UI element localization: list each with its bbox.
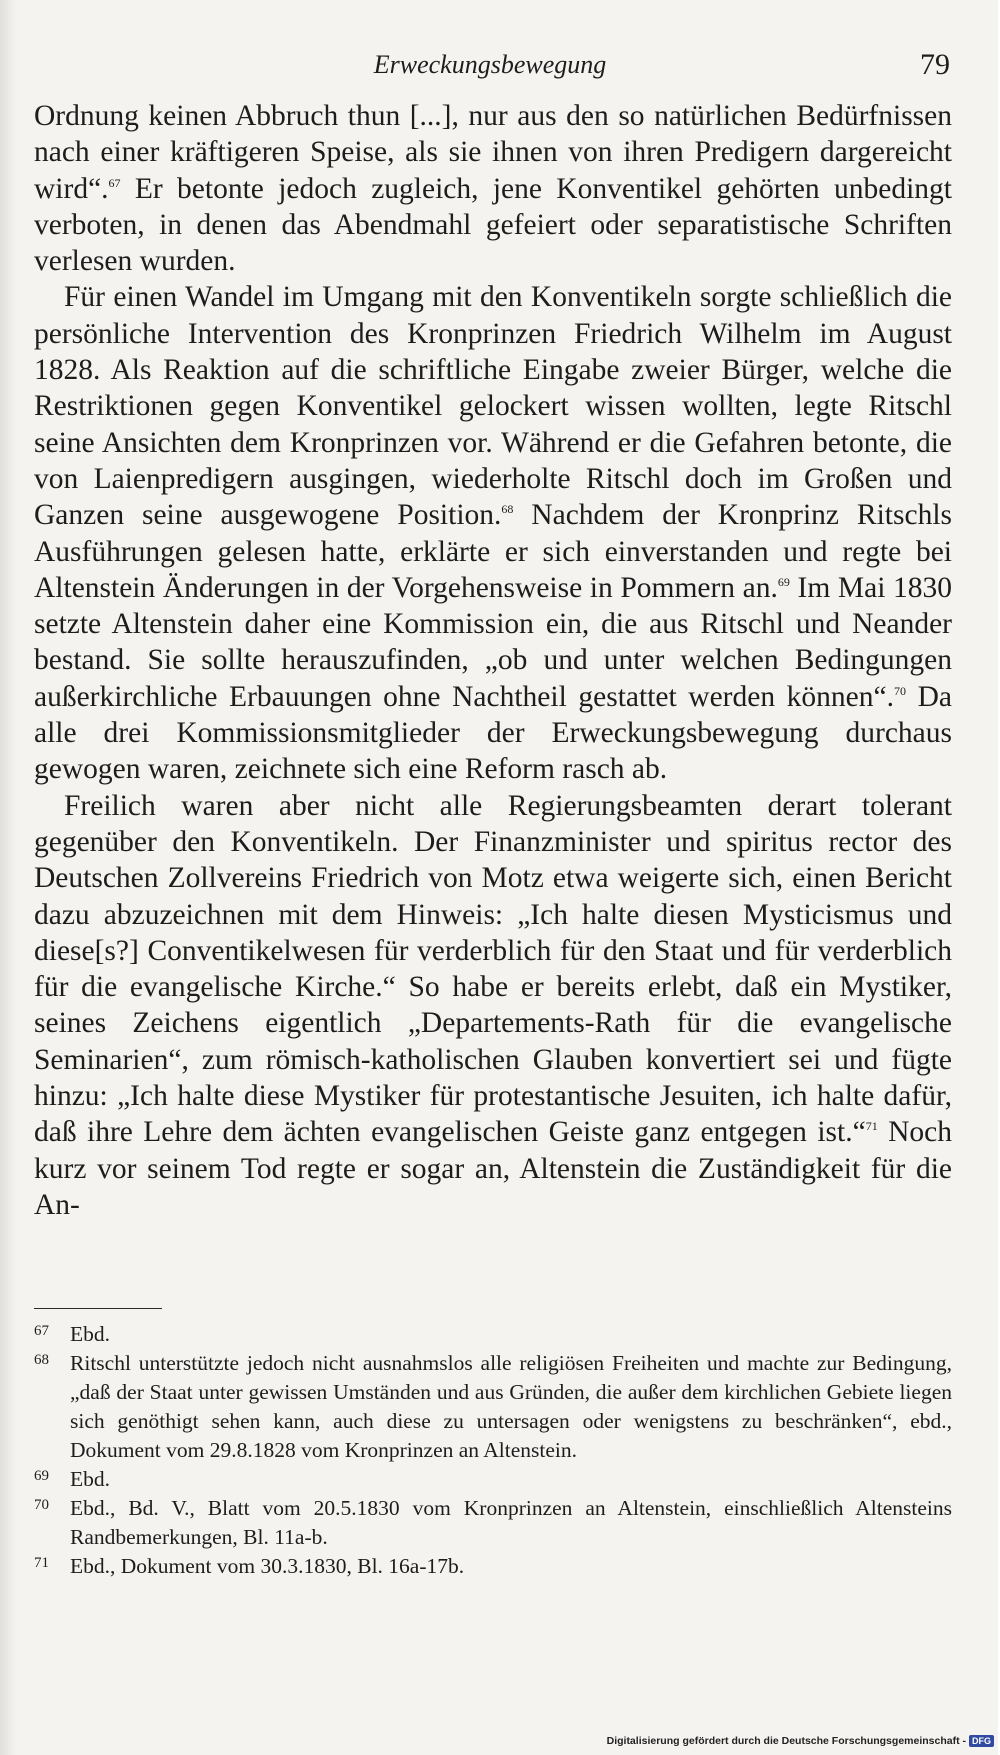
text-segment: Er betonte jedoch zugleich, jene Konventikel gehörten unbedingt verboten, in denen das Abendmahl gefeiert oder separatistische Schriften verlesen wurden.: [34, 172, 952, 278]
running-head: [30, 50, 950, 86]
footnote: [34, 1349, 952, 1465]
text-segment: Noch kurz vor seinem Tod regte er sogar an, Altenstein die Zuständigkeit für die An-: [34, 1116, 952, 1221]
text-segment: Für einen Wandel im Umgang mit den Konventikeln sorgte schließlich die persönliche Intervention des Kronprinzen Friedrich Wilhelm im August 1828. Als Reaktion auf die schriftliche Eingabe zweier Bürger, welche die Restriktionen gegen Konventikel gelockert wissen wollten, legte Ritschl seine Ansichten dem Kronprinzen vor. Während er die Gefahren betonte, die von Laienpredigern ausgingen, wiederholte Ritschl doch im Großen und Ganzen seine ausgewogene Position.: [34, 281, 952, 532]
footnote-reference: 70: [894, 683, 906, 698]
text-segment: Ordnung keinen Abbruch thun [...], nur aus den so natürlichen Bedürfnissen nach einer kräftigeren Speise, als sie ihnen von ihren Predigern dargereicht wird“.: [34, 100, 952, 205]
footnote-text: Ebd.: [70, 1467, 111, 1491]
footnote-number: 68: [34, 1352, 49, 1368]
text-segment: Im Mai 1830 setzte Altenstein daher eine Kommission ein, die aus Ritschl und Neander bestand. Sie sollte herauszufinden, „ob und unter welchen Bedingungen außerkirchliche Erbauungen ohne Nachtheil gestattet werden können“.: [34, 571, 952, 713]
page-number: 79: [920, 48, 950, 81]
body-paragraph: [34, 279, 952, 787]
footnote-text: Ebd., Bd. V., Blatt vom 20.5.1830 vom Kronprinzen an Altenstein, einschließlich Altensteins Randbemerkungen, Bl. 11a-b.: [70, 1496, 952, 1549]
footnote-text: Ritschl unterstützte jedoch nicht ausnahmslos alle religiösen Freiheiten und machte zur Bedingung, „daß der Staat unter gewissen Umständen und aus Gründen, die außer dem kirchlichen Gebiete liegen sich genöthigt sehen kann, auch diese zu untersagen oder wenigstens zu beschränken“, ebd., Dokument vom 29.8.1828 vom Kronprinzen an Altenstein.: [70, 1351, 952, 1462]
text-segment: Nachdem der Kronprinz Ritschls Ausführungen gelesen hatte, erklärte er sich einverstanden und regte bei Altenstein Änderungen in der Vorgehensweise in Pommern an.: [34, 499, 952, 604]
footnote-text: Ebd.: [70, 1322, 111, 1346]
footnote: [34, 1552, 952, 1581]
text-segment: Freilich waren aber nicht alle Regierungsbeamten derart tolerant gegenüber den Konventikeln. Der Finanzminister und spiritus rector des Deutschen Zollvereins Friedrich von Motz etwa weigerte sich, einen Bericht dazu abzuzeichnen mit dem Hinweis: „Ich halte diesen Mysticismus und diese[s?] Conventikelwesen für verderblich für den Staat und für verderblich für die evangelische Kirche.“ So habe er bereits erlebt, daß ein Mystiker, seines Zeichens eigentlich „Departements-Rath für die evangelische Seminarien“, zum römisch-katholischen Glauben konvertiert sei und fügte hinzu: „Ich halte diese Mystiker für protestantische Jesuiten, ich halte dafür, daß ihre Lehre dem ächten evangelischen Geiste ganz entgegen ist.“: [34, 789, 952, 1149]
footnote-number: 71: [34, 1555, 49, 1571]
footnote: [34, 1465, 952, 1494]
running-title: Erweckungsbewegung: [373, 50, 607, 79]
footnotes: [34, 1320, 952, 1581]
footnote-number: 69: [34, 1468, 49, 1484]
footnote-number: 70: [34, 1497, 49, 1513]
dfg-logo: DFG: [969, 1735, 994, 1747]
footnote-reference: 67: [108, 175, 121, 190]
body-text: [34, 98, 952, 1223]
footnote-reference: 68: [501, 502, 514, 517]
scan-edge-shadow: [0, 0, 16, 1755]
body-paragraph: [34, 98, 952, 279]
footnote-text: Ebd., Dokument vom 30.3.1830, Bl. 16a-17b.: [70, 1554, 465, 1578]
footnote: [34, 1320, 952, 1349]
footnote-reference: 71: [865, 1119, 878, 1134]
body-paragraph: [34, 788, 952, 1224]
footnote-separator: [34, 1308, 162, 1309]
credit-text: Digitalisierung gefördert durch die Deutsche Forschungsgemeinschaft -: [606, 1735, 966, 1747]
footnote: [34, 1494, 952, 1552]
footnote-number: 67: [34, 1323, 49, 1339]
digitization-credit: [607, 1735, 994, 1747]
text-segment: Da alle drei Kommissionsmitglieder der Erweckungsbewegung durchaus gewogen waren, zeichnete sich eine Reform rasch ab.: [34, 680, 952, 786]
footnote-reference: 69: [777, 575, 790, 590]
